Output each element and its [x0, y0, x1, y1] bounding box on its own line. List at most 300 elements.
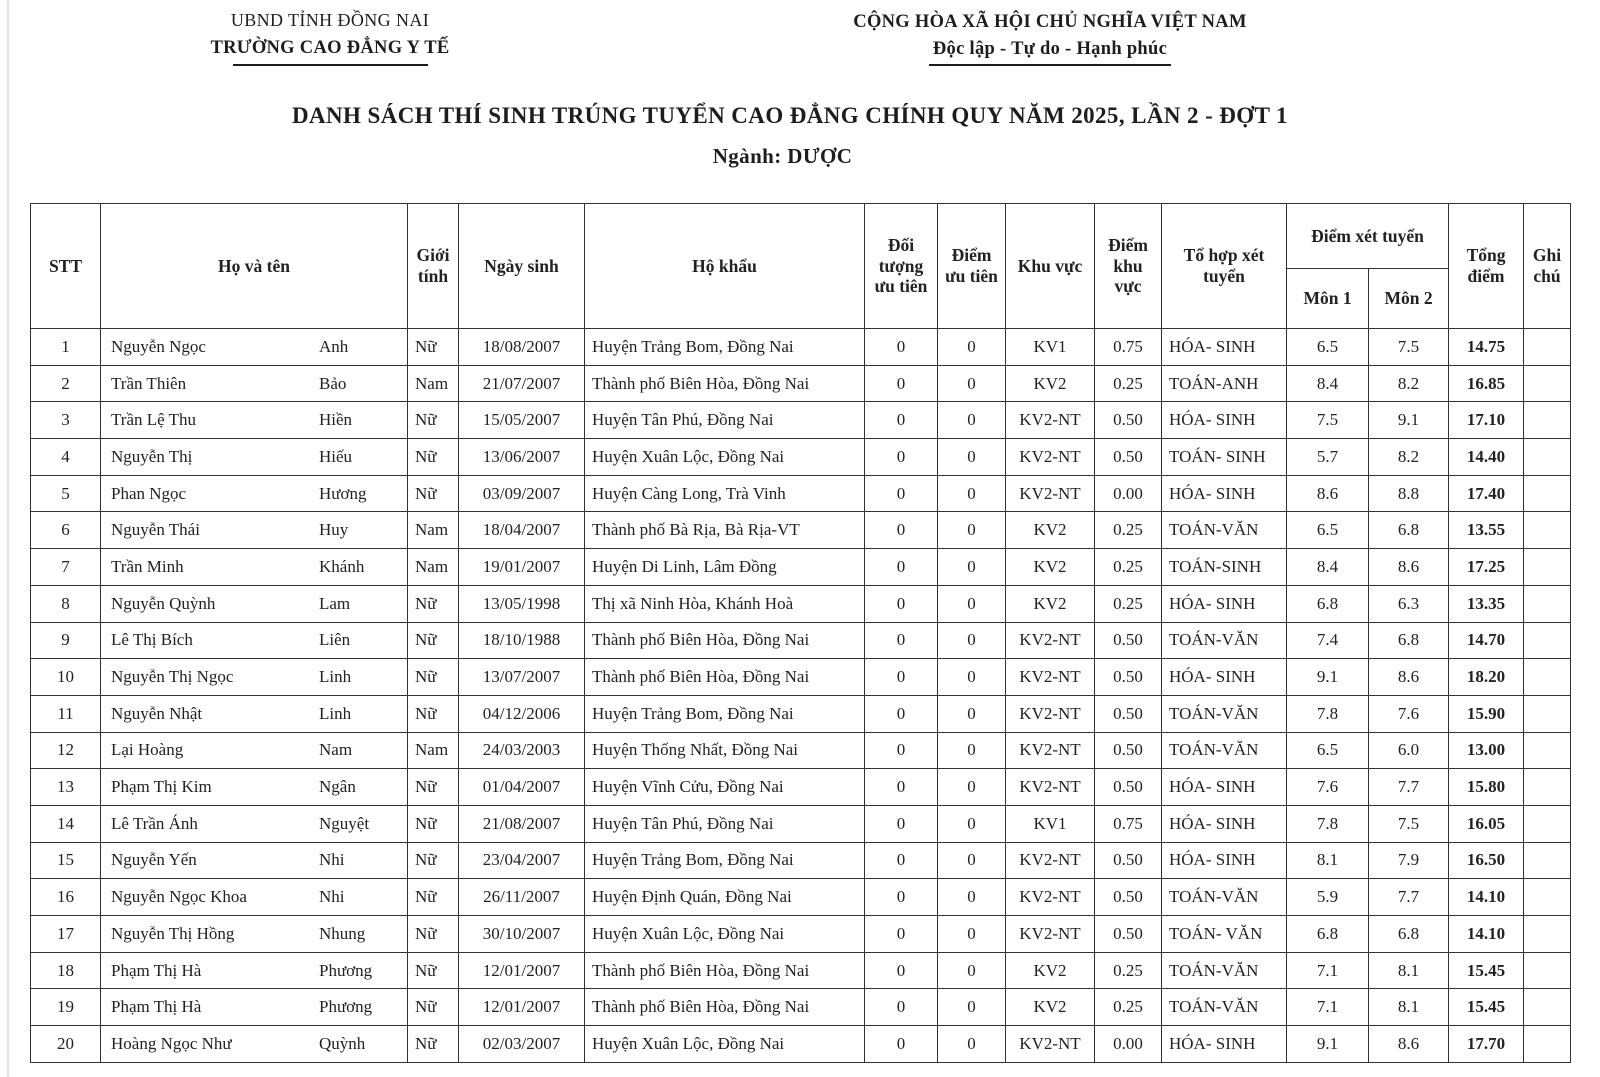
header-priority-group: Đối tượng ưu tiên [865, 204, 938, 329]
cell-priority-points: 0 [938, 842, 1006, 879]
last-middle-name: Nguyễn Thị Ngọc [111, 667, 234, 687]
cell-stt: 12 [31, 732, 101, 769]
cell-total-score: 17.10 [1449, 402, 1524, 439]
cell-priority-points: 0 [938, 549, 1006, 586]
cell-dob: 02/03/2007 [459, 1026, 585, 1063]
cell-full-name [101, 585, 408, 622]
cell-priority-group: 0 [865, 365, 938, 402]
last-middle-name: Lại Hoàng [111, 740, 184, 760]
cell-gender: Nữ [408, 329, 459, 366]
cell-full-name [101, 842, 408, 879]
cell-subject2-score: 8.6 [1369, 549, 1449, 586]
last-middle-name: Nguyễn Thị Hồng [111, 923, 235, 943]
cell-combination: HÓA- SINH [1162, 842, 1287, 879]
cell-note [1524, 329, 1571, 366]
table-row [31, 916, 1571, 953]
header-total: Tổng điểm [1449, 204, 1524, 329]
cell-region-points: 0.50 [1095, 402, 1162, 439]
table-row [31, 585, 1571, 622]
cell-subject2-score: 7.7 [1369, 769, 1449, 806]
cell-region: KV2 [1006, 512, 1095, 549]
cell-stt: 9 [31, 622, 101, 659]
cell-residence: Huyện Càng Long, Trà Vinh [585, 475, 865, 512]
cell-full-name [101, 805, 408, 842]
cell-full-name [101, 952, 408, 989]
cell-full-name [101, 402, 408, 439]
cell-subject2-score: 6.3 [1369, 585, 1449, 622]
cell-region-points: 0.50 [1095, 916, 1162, 953]
given-name: Bảo [319, 373, 347, 393]
last-middle-name: Nguyễn Yến [111, 850, 197, 870]
cell-note [1524, 805, 1571, 842]
cell-subject1-score: 6.8 [1287, 916, 1369, 953]
cell-subject1-score: 6.5 [1287, 329, 1369, 366]
table-row [31, 622, 1571, 659]
table-row [31, 549, 1571, 586]
org-name-underline [233, 64, 428, 66]
cell-subject1-score: 7.6 [1287, 769, 1369, 806]
given-name: Huy [319, 520, 349, 540]
given-name: Hương [319, 483, 367, 503]
cell-combination: HÓA- SINH [1162, 805, 1287, 842]
cell-region-points: 0.25 [1095, 549, 1162, 586]
cell-subject2-score: 8.6 [1369, 1026, 1449, 1063]
cell-combination: TOÁN-VĂN [1162, 732, 1287, 769]
cell-region: KV2-NT [1006, 842, 1095, 879]
cell-region: KV1 [1006, 329, 1095, 366]
cell-subject1-score: 8.1 [1287, 842, 1369, 879]
cell-dob: 24/03/2003 [459, 732, 585, 769]
table-header [31, 204, 1571, 329]
last-middle-name: Nguyễn Thái [111, 520, 200, 540]
cell-priority-points: 0 [938, 805, 1006, 842]
cell-region-points: 0.00 [1095, 475, 1162, 512]
cell-priority-points: 0 [938, 402, 1006, 439]
header-subject2: Môn 2 [1369, 269, 1449, 329]
cell-subject1-score: 7.4 [1287, 622, 1369, 659]
issuing-org-block [150, 10, 510, 66]
cell-full-name [101, 365, 408, 402]
cell-total-score: 17.25 [1449, 549, 1524, 586]
last-middle-name: Trần Thiên [111, 373, 187, 393]
cell-total-score: 13.35 [1449, 585, 1524, 622]
cell-stt: 17 [31, 916, 101, 953]
cell-full-name [101, 989, 408, 1026]
last-middle-name: Nguyễn Ngọc [111, 336, 206, 356]
cell-priority-group: 0 [865, 769, 938, 806]
cell-note [1524, 989, 1571, 1026]
cell-total-score: 14.70 [1449, 622, 1524, 659]
cell-stt: 20 [31, 1026, 101, 1063]
cell-stt: 14 [31, 805, 101, 842]
cell-priority-group: 0 [865, 475, 938, 512]
cell-total-score: 16.05 [1449, 805, 1524, 842]
cell-dob: 21/08/2007 [459, 805, 585, 842]
cell-priority-points: 0 [938, 879, 1006, 916]
cell-dob: 18/10/1988 [459, 622, 585, 659]
cell-stt: 5 [31, 475, 101, 512]
cell-dob: 26/11/2007 [459, 879, 585, 916]
last-middle-name: Nguyễn Quỳnh [111, 593, 216, 613]
cell-residence: Huyện Di Linh, Lâm Đồng [585, 549, 865, 586]
cell-gender: Nữ [408, 842, 459, 879]
cell-total-score: 14.10 [1449, 879, 1524, 916]
results-table-body [31, 329, 1571, 1063]
cell-residence: Thành phố Biên Hòa, Đồng Nai [585, 622, 865, 659]
cell-priority-group: 0 [865, 842, 938, 879]
cell-region: KV2 [1006, 952, 1095, 989]
cell-residence: Huyện Xuân Lộc, Đồng Nai [585, 439, 865, 476]
cell-region: KV2 [1006, 549, 1095, 586]
cell-gender: Nữ [408, 402, 459, 439]
cell-region: KV2-NT [1006, 769, 1095, 806]
given-name: Nhung [319, 923, 366, 943]
cell-priority-group: 0 [865, 879, 938, 916]
cell-priority-group: 0 [865, 585, 938, 622]
cell-priority-points: 0 [938, 659, 1006, 696]
cell-priority-points: 0 [938, 439, 1006, 476]
cell-stt: 16 [31, 879, 101, 916]
cell-subject2-score: 8.1 [1369, 952, 1449, 989]
cell-residence: Huyện Trảng Bom, Đồng Nai [585, 695, 865, 732]
given-name: Quỳnh [319, 1033, 366, 1053]
cell-total-score: 16.85 [1449, 365, 1524, 402]
header-full-name: Họ và tên [101, 204, 408, 329]
cell-gender: Nữ [408, 879, 459, 916]
given-name: Linh [319, 667, 352, 687]
cell-note [1524, 659, 1571, 696]
cell-region-points: 0.25 [1095, 512, 1162, 549]
given-name: Nhi [319, 887, 345, 907]
cell-subject2-score: 6.8 [1369, 916, 1449, 953]
cell-subject1-score: 8.4 [1287, 365, 1369, 402]
given-name: Liên [319, 630, 351, 650]
cell-residence: Thành phố Bà Rịa, Bà Rịa-VT [585, 512, 865, 549]
cell-priority-points: 0 [938, 916, 1006, 953]
cell-gender: Nam [408, 549, 459, 586]
last-middle-name: Lê Trần Ánh [111, 813, 198, 833]
cell-combination: TOÁN-VĂN [1162, 512, 1287, 549]
cell-subject1-score: 7.8 [1287, 805, 1369, 842]
cell-combination: TOÁN-ANH [1162, 365, 1287, 402]
cell-dob: 13/05/1998 [459, 585, 585, 622]
cell-residence: Huyện Vĩnh Cửu, Đồng Nai [585, 769, 865, 806]
last-middle-name: Phạm Thị Kim [111, 777, 212, 797]
cell-full-name [101, 732, 408, 769]
national-title: CỘNG HÒA XÃ HỘI CHỦ NGHĨA VIỆT NAM [853, 12, 1247, 32]
org-parent-name: UBND TỈNH ĐỒNG NAI [230, 10, 430, 30]
cell-priority-points: 0 [938, 512, 1006, 549]
cell-region: KV2-NT [1006, 475, 1095, 512]
cell-region: KV2-NT [1006, 402, 1095, 439]
cell-dob: 03/09/2007 [459, 475, 585, 512]
given-name: Hiếu [319, 446, 353, 466]
table-row [31, 952, 1571, 989]
cell-stt: 10 [31, 659, 101, 696]
cell-residence: Thị xã Ninh Hòa, Khánh Hoà [585, 585, 865, 622]
cell-subject1-score: 6.5 [1287, 732, 1369, 769]
cell-subject1-score: 9.1 [1287, 1026, 1369, 1063]
given-name: Nam [319, 740, 353, 760]
cell-stt: 1 [31, 329, 101, 366]
cell-region: KV2-NT [1006, 732, 1095, 769]
cell-gender: Nữ [408, 1026, 459, 1063]
cell-combination: TOÁN-SINH [1162, 549, 1287, 586]
cell-priority-group: 0 [865, 549, 938, 586]
cell-note [1524, 512, 1571, 549]
cell-note [1524, 732, 1571, 769]
cell-combination: TOÁN-VĂN [1162, 622, 1287, 659]
cell-subject2-score: 7.5 [1369, 329, 1449, 366]
cell-total-score: 14.40 [1449, 439, 1524, 476]
cell-region: KV2 [1006, 365, 1095, 402]
given-name: Hiền [319, 410, 353, 430]
cell-full-name [101, 659, 408, 696]
cell-note [1524, 439, 1571, 476]
header-exam-scores: Điểm xét tuyển [1287, 204, 1449, 269]
cell-gender: Nữ [408, 769, 459, 806]
cell-total-score: 15.80 [1449, 769, 1524, 806]
cell-residence: Huyện Định Quán, Đồng Nai [585, 879, 865, 916]
cell-region-points: 0.50 [1095, 842, 1162, 879]
header-region-points: Điểm khu vực [1095, 204, 1162, 329]
cell-priority-group: 0 [865, 695, 938, 732]
cell-region: KV2-NT [1006, 879, 1095, 916]
cell-total-score: 14.10 [1449, 916, 1524, 953]
cell-gender: Nam [408, 365, 459, 402]
cell-subject1-score: 7.1 [1287, 989, 1369, 1026]
cell-dob: 13/07/2007 [459, 659, 585, 696]
cell-subject2-score: 7.5 [1369, 805, 1449, 842]
cell-gender: Nam [408, 512, 459, 549]
cell-region-points: 0.50 [1095, 659, 1162, 696]
cell-subject1-score: 5.9 [1287, 879, 1369, 916]
cell-combination: TOÁN- SINH [1162, 439, 1287, 476]
cell-priority-group: 0 [865, 402, 938, 439]
cell-region-points: 0.75 [1095, 805, 1162, 842]
cell-residence: Huyện Trảng Bom, Đồng Nai [585, 329, 865, 366]
cell-gender: Nữ [408, 989, 459, 1026]
cell-dob: 12/01/2007 [459, 989, 585, 1026]
admission-results-table [30, 203, 1571, 1063]
cell-subject2-score: 7.7 [1369, 879, 1449, 916]
cell-combination: HÓA- SINH [1162, 475, 1287, 512]
cell-dob: 30/10/2007 [459, 916, 585, 953]
national-motto: Độc lập - Tự do - Hạnh phúc [929, 39, 1171, 66]
cell-subject1-score: 6.8 [1287, 585, 1369, 622]
cell-subject1-score: 8.6 [1287, 475, 1369, 512]
cell-region: KV2-NT [1006, 659, 1095, 696]
cell-subject2-score: 8.1 [1369, 989, 1449, 1026]
cell-gender: Nữ [408, 916, 459, 953]
table-row [31, 695, 1571, 732]
cell-priority-points: 0 [938, 732, 1006, 769]
table-row [31, 769, 1571, 806]
table-row [31, 439, 1571, 476]
cell-note [1524, 622, 1571, 659]
org-name: TRƯỜNG CAO ĐẲNG Y TẾ [210, 38, 450, 58]
cell-priority-group: 0 [865, 439, 938, 476]
cell-region-points: 0.50 [1095, 769, 1162, 806]
cell-priority-points: 0 [938, 329, 1006, 366]
cell-residence: Huyện Thống Nhất, Đồng Nai [585, 732, 865, 769]
cell-subject1-score: 8.4 [1287, 549, 1369, 586]
cell-full-name [101, 512, 408, 549]
cell-region-points: 0.50 [1095, 439, 1162, 476]
cell-dob: 01/04/2007 [459, 769, 585, 806]
cell-priority-points: 0 [938, 622, 1006, 659]
header-priority-points: Điểm ưu tiên [938, 204, 1006, 329]
cell-stt: 15 [31, 842, 101, 879]
cell-region: KV1 [1006, 805, 1095, 842]
cell-full-name [101, 622, 408, 659]
cell-priority-points: 0 [938, 475, 1006, 512]
cell-total-score: 17.40 [1449, 475, 1524, 512]
cell-full-name [101, 879, 408, 916]
cell-stt: 7 [31, 549, 101, 586]
cell-combination: HÓA- SINH [1162, 402, 1287, 439]
table-row [31, 329, 1571, 366]
cell-note [1524, 475, 1571, 512]
cell-combination: HÓA- SINH [1162, 1026, 1287, 1063]
cell-region-points: 0.25 [1095, 365, 1162, 402]
last-middle-name: Nguyễn Nhật [111, 703, 203, 723]
cell-priority-group: 0 [865, 805, 938, 842]
cell-stt: 6 [31, 512, 101, 549]
cell-dob: 15/05/2007 [459, 402, 585, 439]
cell-note [1524, 1026, 1571, 1063]
cell-subject2-score: 8.6 [1369, 659, 1449, 696]
last-middle-name: Hoàng Ngọc Như [111, 1033, 232, 1053]
cell-note [1524, 916, 1571, 953]
table-row [31, 659, 1571, 696]
cell-full-name [101, 549, 408, 586]
cell-full-name [101, 439, 408, 476]
last-middle-name: Phạm Thị Hà [111, 997, 202, 1017]
national-motto-block [820, 12, 1280, 66]
given-name: Ngân [319, 777, 356, 797]
cell-combination: HÓA- SINH [1162, 329, 1287, 366]
cell-stt: 3 [31, 402, 101, 439]
table-row [31, 805, 1571, 842]
table-row [31, 1026, 1571, 1063]
cell-combination: HÓA- SINH [1162, 659, 1287, 696]
header-subject1: Môn 1 [1287, 269, 1369, 329]
cell-note [1524, 842, 1571, 879]
cell-residence: Huyện Xuân Lộc, Đồng Nai [585, 1026, 865, 1063]
cell-priority-group: 0 [865, 512, 938, 549]
cell-region-points: 0.00 [1095, 1026, 1162, 1063]
cell-region-points: 0.25 [1095, 952, 1162, 989]
cell-total-score: 13.55 [1449, 512, 1524, 549]
cell-residence: Thành phố Biên Hòa, Đồng Nai [585, 659, 865, 696]
cell-residence: Huyện Xuân Lộc, Đồng Nai [585, 916, 865, 953]
cell-priority-points: 0 [938, 585, 1006, 622]
cell-combination: TOÁN-VĂN [1162, 952, 1287, 989]
last-middle-name: Lê Thị Bích [111, 630, 193, 650]
cell-priority-points: 0 [938, 695, 1006, 732]
cell-stt: 11 [31, 695, 101, 732]
cell-combination: HÓA- SINH [1162, 769, 1287, 806]
cell-subject2-score: 8.8 [1369, 475, 1449, 512]
header-region: Khu vực [1006, 204, 1095, 329]
cell-region-points: 0.50 [1095, 695, 1162, 732]
cell-gender: Nữ [408, 659, 459, 696]
cell-stt: 8 [31, 585, 101, 622]
cell-region: KV2-NT [1006, 622, 1095, 659]
cell-total-score: 16.50 [1449, 842, 1524, 879]
cell-subject2-score: 8.2 [1369, 439, 1449, 476]
cell-note [1524, 549, 1571, 586]
given-name: Nguyệt [319, 813, 370, 833]
header-gender: Giới tính [408, 204, 459, 329]
given-name: Nhi [319, 850, 345, 870]
given-name: Khánh [319, 556, 365, 576]
cell-total-score: 13.00 [1449, 732, 1524, 769]
cell-region: KV2-NT [1006, 695, 1095, 732]
cell-dob: 21/07/2007 [459, 365, 585, 402]
cell-full-name [101, 769, 408, 806]
cell-note [1524, 402, 1571, 439]
cell-note [1524, 769, 1571, 806]
cell-subject2-score: 6.8 [1369, 622, 1449, 659]
cell-combination: TOÁN- VĂN [1162, 916, 1287, 953]
cell-region-points: 0.25 [1095, 585, 1162, 622]
last-middle-name: Nguyễn Thị [111, 446, 193, 466]
cell-priority-points: 0 [938, 769, 1006, 806]
cell-subject2-score: 6.8 [1369, 512, 1449, 549]
cell-total-score: 15.45 [1449, 952, 1524, 989]
cell-residence: Huyện Tân Phú, Đồng Nai [585, 805, 865, 842]
cell-gender: Nữ [408, 952, 459, 989]
table-row [31, 475, 1571, 512]
cell-priority-group: 0 [865, 659, 938, 696]
cell-gender: Nữ [408, 805, 459, 842]
cell-region-points: 0.50 [1095, 732, 1162, 769]
cell-dob: 18/08/2007 [459, 329, 585, 366]
cell-region: KV2-NT [1006, 1026, 1095, 1063]
cell-gender: Nữ [408, 622, 459, 659]
cell-priority-points: 0 [938, 952, 1006, 989]
cell-residence: Thành phố Biên Hòa, Đồng Nai [585, 365, 865, 402]
cell-combination: TOÁN-VĂN [1162, 879, 1287, 916]
cell-priority-group: 0 [865, 622, 938, 659]
given-name: Anh [319, 336, 349, 356]
table-row [31, 879, 1571, 916]
cell-total-score: 14.75 [1449, 329, 1524, 366]
cell-combination: TOÁN-VĂN [1162, 989, 1287, 1026]
cell-priority-group: 0 [865, 1026, 938, 1063]
header-stt: STT [31, 204, 101, 329]
cell-stt: 13 [31, 769, 101, 806]
cell-dob: 04/12/2006 [459, 695, 585, 732]
given-name: Phương [319, 997, 373, 1017]
document-title: DANH SÁCH THÍ SINH TRÚNG TUYỂN CAO ĐẲNG CHÍNH QUY NĂM 2025, LẦN 2 - ĐỢT 1 [292, 103, 1288, 128]
cell-total-score: 15.90 [1449, 695, 1524, 732]
cell-subject2-score: 8.2 [1369, 365, 1449, 402]
table-row [31, 365, 1571, 402]
cell-priority-points: 0 [938, 989, 1006, 1026]
cell-region: KV2 [1006, 989, 1095, 1026]
cell-region: KV2-NT [1006, 439, 1095, 476]
cell-region-points: 0.50 [1095, 622, 1162, 659]
last-middle-name: Phan Ngọc [111, 483, 187, 503]
cell-full-name [101, 475, 408, 512]
cell-region: KV2 [1006, 585, 1095, 622]
cell-priority-group: 0 [865, 952, 938, 989]
cell-residence: Thành phố Biên Hòa, Đồng Nai [585, 989, 865, 1026]
cell-full-name [101, 916, 408, 953]
